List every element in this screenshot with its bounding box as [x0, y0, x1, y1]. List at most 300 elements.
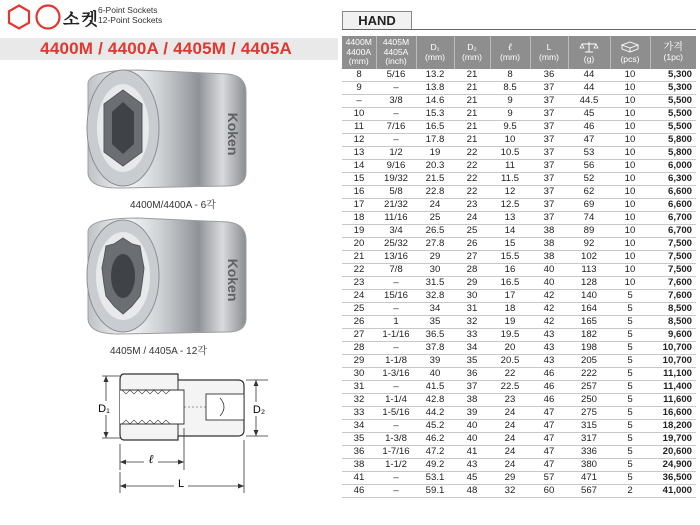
cell-pcs: 10 — [610, 212, 650, 225]
cell-d2: 21 — [454, 95, 490, 108]
cell-size-mm: 34 — [342, 420, 376, 433]
cell-l: 37 — [530, 108, 568, 121]
cell-size-mm: 14 — [342, 160, 376, 173]
cell-l-small: 16.5 — [490, 277, 530, 290]
cell-l: 43 — [530, 342, 568, 355]
cell-l-small: 10.5 — [490, 147, 530, 160]
cell-size-inch: 1 — [376, 316, 416, 329]
cell-l-small: 8.5 — [490, 82, 530, 95]
subtitle-6point: 6-Point Sockets — [98, 5, 158, 15]
cell-l: 47 — [530, 407, 568, 420]
cell-l: 47 — [530, 420, 568, 433]
cell-size-mm: 16 — [342, 186, 376, 199]
cell-price: 6,600 — [650, 186, 696, 199]
cell-size-inch: – — [376, 108, 416, 121]
cell-d1: 40 — [416, 368, 454, 381]
brand-mark: Koken — [225, 112, 241, 156]
cell-size-inch: – — [376, 303, 416, 316]
cell-l: 43 — [530, 355, 568, 368]
subtitle-12point: 12-Point Sockets — [98, 15, 163, 25]
cell-d2: 21 — [454, 121, 490, 134]
socket-6point-photo — [78, 64, 260, 192]
cell-l: 38 — [530, 225, 568, 238]
cell-l: 46 — [530, 394, 568, 407]
cell-d1: 15.3 — [416, 108, 454, 121]
cell-weight: 45 — [568, 108, 610, 121]
cell-size-inch: – — [376, 485, 416, 498]
cell-d2: 21 — [454, 82, 490, 95]
cell-l-small: 8 — [490, 69, 530, 82]
table-row — [342, 446, 696, 459]
label-l: L — [177, 478, 185, 490]
cell-l: 43 — [530, 329, 568, 342]
cell-d1: 36.5 — [416, 329, 454, 342]
cell-l-small: 20.5 — [490, 355, 530, 368]
cell-l: 47 — [530, 446, 568, 459]
cell-d2: 36 — [454, 368, 490, 381]
cell-weight: 102 — [568, 251, 610, 264]
cell-pcs: 10 — [610, 134, 650, 147]
cell-size-inch: 1-1/4 — [376, 394, 416, 407]
caption-6point: 4400M/4400A - 6각 — [130, 200, 216, 211]
dimension-diagram — [88, 368, 278, 508]
cell-l: 47 — [530, 433, 568, 446]
col-header-l-small: ℓ (mm) — [490, 36, 530, 69]
cell-l-small: 19 — [490, 316, 530, 329]
cell-price: 24,900 — [650, 459, 696, 472]
table-row — [342, 485, 696, 498]
table-row — [342, 355, 696, 368]
cell-size-inch: 25/32 — [376, 238, 416, 251]
cell-d1: 29 — [416, 251, 454, 264]
cell-l-small: 11 — [490, 160, 530, 173]
cell-d1: 32.8 — [416, 290, 454, 303]
cell-d2: 33 — [454, 329, 490, 342]
brand-mark: Koken — [225, 258, 241, 302]
cell-price: 7,500 — [650, 264, 696, 277]
cell-price: 20,600 — [650, 446, 696, 459]
cell-d1: 13.2 — [416, 69, 454, 82]
cell-l: 37 — [530, 147, 568, 160]
label-l-small: ℓ — [148, 452, 154, 466]
cell-size-inch: – — [376, 342, 416, 355]
cell-d1: 41.5 — [416, 381, 454, 394]
cell-price: 11,400 — [650, 381, 696, 394]
cell-weight: 275 — [568, 407, 610, 420]
cell-size-mm: 24 — [342, 290, 376, 303]
cell-d2: 22 — [454, 186, 490, 199]
cell-size-mm: 13 — [342, 147, 376, 160]
cell-d1: 30 — [416, 264, 454, 277]
cell-l-small: 16 — [490, 264, 530, 277]
cell-l: 42 — [530, 290, 568, 303]
catalog-header — [0, 0, 338, 60]
table-row — [342, 225, 696, 238]
col-header-inch: 4405M 4405A (inch) — [376, 36, 416, 69]
table-row — [342, 420, 696, 433]
cell-price: 10,700 — [650, 355, 696, 368]
cell-pcs: 10 — [610, 108, 650, 121]
cell-price: 6,000 — [650, 160, 696, 173]
cell-size-mm: 38 — [342, 459, 376, 472]
table-header-row — [342, 36, 696, 69]
cell-d2: 22 — [454, 147, 490, 160]
table-row — [342, 381, 696, 394]
col-header-d2: D₂ (mm) — [454, 36, 490, 69]
cell-price: 6,700 — [650, 225, 696, 238]
socket-type-icons — [6, 4, 61, 30]
cell-l: 38 — [530, 238, 568, 251]
cell-pcs: 5 — [610, 368, 650, 381]
table-row — [342, 316, 696, 329]
cell-d1: 16.5 — [416, 121, 454, 134]
table-row — [342, 394, 696, 407]
cell-l-small: 23 — [490, 394, 530, 407]
cell-size-mm: 31 — [342, 381, 376, 394]
cell-size-mm: 17 — [342, 199, 376, 212]
cell-size-inch: 19/32 — [376, 173, 416, 186]
cell-weight: 317 — [568, 433, 610, 446]
cell-weight: 89 — [568, 225, 610, 238]
cell-size-inch: 1-3/8 — [376, 433, 416, 446]
tab-hand: HAND — [342, 11, 412, 29]
cell-l-small: 17 — [490, 290, 530, 303]
cell-size-inch: 11/16 — [376, 212, 416, 225]
cell-weight: 471 — [568, 472, 610, 485]
cell-d2: 43 — [454, 459, 490, 472]
cell-size-inch: – — [376, 82, 416, 95]
table-row — [342, 212, 696, 225]
table-row — [342, 160, 696, 173]
cell-d2: 48 — [454, 485, 490, 498]
cell-size-mm: 25 — [342, 303, 376, 316]
cell-l-small: 10 — [490, 134, 530, 147]
cell-l-small: 24 — [490, 420, 530, 433]
cell-l-small: 9.5 — [490, 121, 530, 134]
cell-d2: 35 — [454, 355, 490, 368]
cell-size-inch: – — [376, 420, 416, 433]
cell-pcs: 10 — [610, 186, 650, 199]
cell-pcs: 2 — [610, 485, 650, 498]
cell-l-small: 15 — [490, 238, 530, 251]
scale-icon — [579, 41, 599, 53]
cell-pcs: 10 — [610, 277, 650, 290]
cell-l: 37 — [530, 160, 568, 173]
cell-d2: 24 — [454, 212, 490, 225]
cell-l-small: 29 — [490, 472, 530, 485]
table-row — [342, 186, 696, 199]
cell-d2: 38 — [454, 394, 490, 407]
cell-l-small: 24 — [490, 433, 530, 446]
table-row — [342, 238, 696, 251]
cell-l: 37 — [530, 82, 568, 95]
cell-size-mm: 26 — [342, 316, 376, 329]
table-row — [342, 329, 696, 342]
cell-size-mm: 46 — [342, 485, 376, 498]
label-d1: D₁ — [98, 403, 110, 415]
cell-d1: 45.2 — [416, 420, 454, 433]
cell-d2: 22 — [454, 160, 490, 173]
cell-d1: 22.8 — [416, 186, 454, 199]
cell-d2: 31 — [454, 303, 490, 316]
cell-size-mm: 36 — [342, 446, 376, 459]
box-icon — [621, 41, 639, 53]
cell-l-small: 15.5 — [490, 251, 530, 264]
cell-d1: 39 — [416, 355, 454, 368]
cell-l: 37 — [530, 199, 568, 212]
cell-price: 19,700 — [650, 433, 696, 446]
cell-l-small: 12 — [490, 186, 530, 199]
table-row — [342, 95, 696, 108]
cell-size-mm: 21 — [342, 251, 376, 264]
cell-price: 6,700 — [650, 212, 696, 225]
cell-price: 7,500 — [650, 238, 696, 251]
cell-price: 11,600 — [650, 394, 696, 407]
cell-l: 60 — [530, 485, 568, 498]
cell-d1: 47.2 — [416, 446, 454, 459]
cell-d1: 24 — [416, 199, 454, 212]
cell-size-mm: 11 — [342, 121, 376, 134]
cell-pcs: 10 — [610, 82, 650, 95]
table-row — [342, 82, 696, 95]
cell-size-mm: 29 — [342, 355, 376, 368]
table-row — [342, 433, 696, 446]
cell-d2: 41 — [454, 446, 490, 459]
table-row — [342, 69, 696, 82]
cell-d2: 28 — [454, 264, 490, 277]
cell-weight: 56 — [568, 160, 610, 173]
table-row — [342, 147, 696, 160]
cell-pcs: 5 — [610, 459, 650, 472]
cell-weight: 44.5 — [568, 95, 610, 108]
cell-pcs: 5 — [610, 290, 650, 303]
cell-weight: 250 — [568, 394, 610, 407]
cell-d1: 35 — [416, 316, 454, 329]
cell-d2: 27 — [454, 251, 490, 264]
cell-l-small: 18 — [490, 303, 530, 316]
cell-size-mm: 22 — [342, 264, 376, 277]
col-header-weight: (g) — [568, 36, 610, 69]
cell-l: 37 — [530, 134, 568, 147]
cell-d2: 21 — [454, 134, 490, 147]
table-row — [342, 368, 696, 381]
cell-price: 7,600 — [650, 290, 696, 303]
category-title: 소켓 — [63, 10, 100, 29]
cell-pcs: 10 — [610, 251, 650, 264]
cell-weight: 47 — [568, 134, 610, 147]
cell-d1: 26.5 — [416, 225, 454, 238]
table-row — [342, 303, 696, 316]
cell-pcs: 10 — [610, 121, 650, 134]
cell-d1: 17.8 — [416, 134, 454, 147]
cell-size-mm: 33 — [342, 407, 376, 420]
cell-d1: 25 — [416, 212, 454, 225]
cell-size-mm: 20 — [342, 238, 376, 251]
col-header-l: L (mm) — [530, 36, 568, 69]
cell-weight: 69 — [568, 199, 610, 212]
cell-weight: 257 — [568, 381, 610, 394]
cell-size-mm: 18 — [342, 212, 376, 225]
cell-weight: 222 — [568, 368, 610, 381]
hex-12point-icon — [35, 4, 61, 30]
table-row — [342, 251, 696, 264]
cell-d2: 23 — [454, 199, 490, 212]
cell-pcs: 10 — [610, 199, 650, 212]
cell-l: 47 — [530, 459, 568, 472]
cell-size-inch: 5/16 — [376, 69, 416, 82]
cell-d1: 13.8 — [416, 82, 454, 95]
cell-weight: 53 — [568, 147, 610, 160]
cell-pcs: 5 — [610, 303, 650, 316]
cell-d2: 26 — [454, 238, 490, 251]
cell-price: 8,500 — [650, 303, 696, 316]
cell-pcs: 5 — [610, 316, 650, 329]
cell-size-mm: 23 — [342, 277, 376, 290]
cell-size-inch: 1/2 — [376, 147, 416, 160]
cell-price: 10,700 — [650, 342, 696, 355]
model-numbers: 4400M / 4400A / 4405M / 4405A — [40, 39, 292, 58]
cell-size-inch: 7/16 — [376, 121, 416, 134]
cell-weight: 182 — [568, 329, 610, 342]
cell-weight: 44 — [568, 69, 610, 82]
cell-price: 11,100 — [650, 368, 696, 381]
cell-size-mm: 12 — [342, 134, 376, 147]
table-row — [342, 290, 696, 303]
cell-d1: 46.2 — [416, 433, 454, 446]
cell-weight: 380 — [568, 459, 610, 472]
cell-price: 5,500 — [650, 95, 696, 108]
cell-size-mm: 35 — [342, 433, 376, 446]
cell-weight: 315 — [568, 420, 610, 433]
cell-pcs: 10 — [610, 225, 650, 238]
table-row — [342, 264, 696, 277]
cell-weight: 165 — [568, 316, 610, 329]
cell-l-small: 9 — [490, 108, 530, 121]
cell-d1: 14.6 — [416, 95, 454, 108]
socket-12point-photo — [78, 210, 260, 338]
cell-l: 36 — [530, 69, 568, 82]
cell-size-mm: 19 — [342, 225, 376, 238]
table-body — [342, 69, 696, 498]
cell-weight: 336 — [568, 446, 610, 459]
cell-size-mm: 30 — [342, 368, 376, 381]
cell-price: 6,300 — [650, 173, 696, 186]
table-row — [342, 121, 696, 134]
cell-size-mm: 27 — [342, 329, 376, 342]
cell-d1: 21.5 — [416, 173, 454, 186]
cell-l-small: 14 — [490, 225, 530, 238]
cell-pcs: 10 — [610, 264, 650, 277]
cell-l-small: 11.5 — [490, 173, 530, 186]
table-row — [342, 199, 696, 212]
cell-d2: 25 — [454, 225, 490, 238]
table-row — [342, 277, 696, 290]
cell-d2: 34 — [454, 342, 490, 355]
cell-price: 18,200 — [650, 420, 696, 433]
cell-size-mm: 9 — [342, 82, 376, 95]
cell-price: 7,500 — [650, 251, 696, 264]
cell-l-small: 32 — [490, 485, 530, 498]
cell-weight: 62 — [568, 186, 610, 199]
cell-size-inch: – — [376, 472, 416, 485]
cell-weight: 164 — [568, 303, 610, 316]
cell-l-small: 12.5 — [490, 199, 530, 212]
cell-d2: 30 — [454, 290, 490, 303]
cell-d2: 21 — [454, 69, 490, 82]
cell-price: 16,600 — [650, 407, 696, 420]
table-row — [342, 108, 696, 121]
cell-d1: 42.8 — [416, 394, 454, 407]
cell-d1: 59.1 — [416, 485, 454, 498]
cell-l-small: 9 — [490, 95, 530, 108]
cell-l-small: 24 — [490, 446, 530, 459]
cell-pcs: 5 — [610, 472, 650, 485]
cell-size-mm: 15 — [342, 173, 376, 186]
cell-l-small: 22 — [490, 368, 530, 381]
cell-weight: 113 — [568, 264, 610, 277]
cell-price: 5,300 — [650, 82, 696, 95]
col-header-price: 가격 (1pc) — [650, 36, 696, 69]
cell-weight: 205 — [568, 355, 610, 368]
cell-price: 36,500 — [650, 472, 696, 485]
cell-d1: 27.8 — [416, 238, 454, 251]
table-row — [342, 173, 696, 186]
cell-d1: 19 — [416, 147, 454, 160]
spec-table — [342, 36, 696, 498]
cell-l-small: 24 — [490, 407, 530, 420]
cell-size-inch: 13/16 — [376, 251, 416, 264]
cell-price: 5,500 — [650, 108, 696, 121]
cell-price: 9,600 — [650, 329, 696, 342]
cell-size-inch: 21/32 — [376, 199, 416, 212]
table-row — [342, 134, 696, 147]
cell-l: 37 — [530, 121, 568, 134]
cell-size-inch: 1-7/16 — [376, 446, 416, 459]
cell-pcs: 5 — [610, 381, 650, 394]
table-row — [342, 407, 696, 420]
cell-size-inch: 1-3/16 — [376, 368, 416, 381]
cell-weight: 44 — [568, 82, 610, 95]
table-row — [342, 342, 696, 355]
cell-pcs: 5 — [610, 433, 650, 446]
cell-weight: 46 — [568, 121, 610, 134]
cell-pcs: 5 — [610, 342, 650, 355]
tab-underline — [342, 29, 696, 30]
cell-l-small: 13 — [490, 212, 530, 225]
cell-l-small: 22.5 — [490, 381, 530, 394]
table-row — [342, 472, 696, 485]
col-header-d1: D₁ (mm) — [416, 36, 454, 69]
cell-price: 6,600 — [650, 199, 696, 212]
cell-size-inch: 15/16 — [376, 290, 416, 303]
cell-d1: 20.3 — [416, 160, 454, 173]
cell-d2: 21 — [454, 108, 490, 121]
cell-d2: 29 — [454, 277, 490, 290]
cell-pcs: 10 — [610, 95, 650, 108]
cell-l: 37 — [530, 95, 568, 108]
cell-size-inch: – — [376, 381, 416, 394]
cell-weight: 52 — [568, 173, 610, 186]
col-header-mm: 4400M 4400A (mm) — [342, 36, 376, 69]
cell-size-inch: 9/16 — [376, 160, 416, 173]
cell-pcs: 10 — [610, 69, 650, 82]
cell-price: 7,600 — [650, 277, 696, 290]
cell-weight: 74 — [568, 212, 610, 225]
cell-price: 5,300 — [650, 69, 696, 82]
cell-pcs: 10 — [610, 173, 650, 186]
cell-pcs: 5 — [610, 420, 650, 433]
cell-l-small: 19.5 — [490, 329, 530, 342]
